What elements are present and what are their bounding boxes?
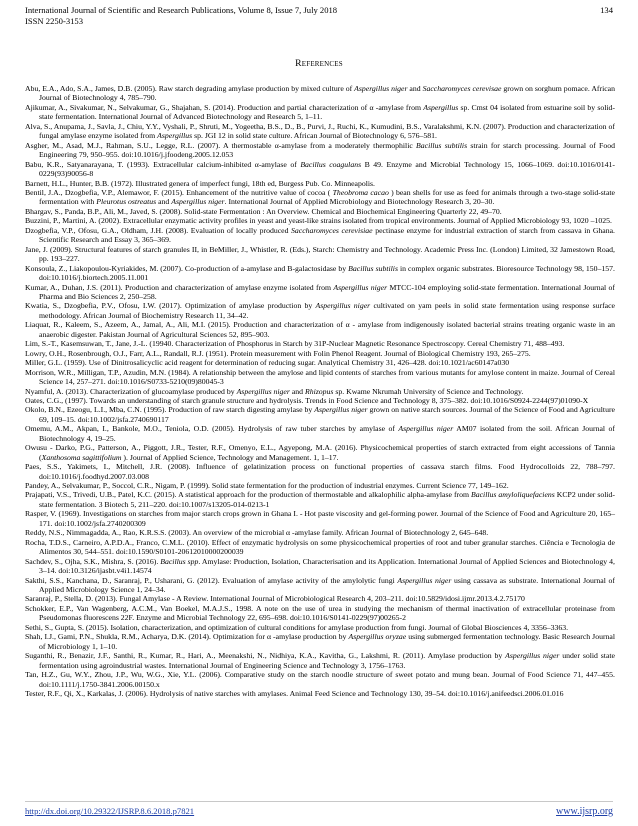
scientific-name: Bacillus subtilis: [348, 263, 398, 273]
reference-item: [25, 481, 615, 490]
reference-text: strain for starch processing. Journal of Food Engineering 79, 950–955. doi:10.1016/j.jfoodeng.2005.12.053: [39, 140, 615, 160]
reference-text: using cassava as substrate. International Journal of Applied Microbiology Science 1, 24–34.: [39, 575, 615, 595]
reference-item: [25, 623, 615, 632]
reference-text: Schokker, E.P., Van Wagenberg, A.C.M., Van Boekel, M.A.J.S., 1998. A note on the use of urea in studying the mechanism of thermal inactivation of extracellular proteinase from Pseudomonas fluorescens 22F. Enzyme and Microbial Technology 22, 695–698. doi:10.1016/S0141-0229(97)00265-2: [25, 603, 615, 623]
reference-item: [25, 424, 615, 443]
scientific-name: Saccharomyces cerevisae: [422, 84, 502, 93]
reference-text: KCP2 under solid-state fermentation. 3 Biotech 5, 211–220. doi:10.1007/s13205-014-0213-1: [39, 490, 615, 509]
reference-text: Barnett, H.L., Hunter, B.B. (1972). Illustrated genera of imperfect fungi, 18th ed, Burgess Pub. Co. Minneapolis.: [25, 178, 375, 188]
reference-item: [25, 670, 615, 689]
reference-item: [25, 490, 615, 509]
scientific-name: Bacillus subtilis: [416, 140, 468, 150]
reference-item: [25, 689, 615, 698]
reference-item: [25, 405, 615, 424]
reference-item: [25, 226, 615, 245]
reference-text: pectinase enzyme for industrial extraction of starch from cassava in Ghana. Scientific Research and Essay 3, 365–369.: [39, 225, 615, 245]
reference-item: [25, 301, 615, 320]
reference-text: Rasper, V. (1969). Investigations on starches from major starch crops grown in Ghana I. - Hot paste viscosity and gel-forming power. Journal of the Science of Food and Agriculture 20, 165–171. doi:10.1002/jsfa.2740200309: [25, 509, 615, 528]
reference-text: Tester, R.F., Qi, X., Karkalas, J. (2006). Hydrolysis of native starches with amylases. Animal Feed Science and Technology 130, 39–54. doi:10.1016/j.anifeedsci.2006.01.016: [25, 689, 564, 698]
reference-text: Saranraj, P., Stella, D. (2013). Fungal Amylase - A Review. International Journal of Microbiological Research 4, 203–211. doi:10.5829/idosi.ijmr.2013.4.2.75170: [25, 594, 525, 604]
reference-item: [25, 576, 615, 595]
reference-text: B 49. Enzyme and Microbial Technology 15, 1066–1069. doi:10.1016/0141-0229(93)90056-8: [39, 159, 615, 179]
scientific-name: Aspergillus: [423, 102, 459, 112]
reference-text: Dzogbefia, V.P., Ofosu, G.A., Oldham, J.H. (2008). Evaluation of locally produced: [25, 225, 292, 235]
doi-link[interactable]: http://dx.doi.org/10.29322/IJSRP.8.6.2018.p7821: [25, 806, 195, 816]
reference-text: ). Journal of Applied Science, Technology and Management. 1, 1–17.: [121, 452, 339, 462]
reference-item: [25, 528, 615, 537]
reference-text: Bentil, J.A., Dzogbefia, V.P., Alemawor, F. (2015). Enhancement of the nutritive value of cocoa (: [25, 187, 333, 197]
reference-text: Paes, S.S., Yakimets, I., Mitchell, J.R. (2008). Influence of gelatinization process on functional properties of cassava starch films. Food Hydrocolloids 22, 788–797. doi:10.1016/j.foodhyd.2007.03.008: [25, 462, 615, 481]
page-header: [25, 5, 613, 26]
reference-text: Rocha, T.D.S., Carneiro, A.P.D.A., Franco, C.M.L. (2010). Effect of enzymatic hydrolysis on some physicochemical properties of root and tuber granular starches. Ciência e Tecnologia de Alimentos 30, 544–551. doi:10.1590/S0101-20612010000200039: [25, 537, 615, 557]
reference-item: [25, 604, 615, 623]
reference-item: [25, 368, 615, 387]
reference-item: [25, 349, 615, 358]
scientific-name: Xanthosoma sagittifolium: [41, 452, 122, 462]
reference-text: Liaquat, R., Kaleem, S., Azeem, A., Jamal, A., Ali, M.I. (2015). Production and characterization of α - amylase from indigenously isolated bacterial strains treating organic waste in an anaerobic digester. Pakistan Journal of Agricultural Sciences 52, 895–903.: [25, 320, 615, 339]
issn: ISSN 2250-3153: [25, 15, 84, 26]
reference-text: Omemu, A.M., Akpan, I., Bankole, M.O., Teniola, O.D. (2005). Hydrolysis of raw tuber starches by amylase of: [25, 424, 399, 434]
reference-text: Lowry, O.H., Rosenbrough, O.J., Farr, A.L., Randall, R.J. (1951). Protein measurement with Folin Phenol Reagent. Journal of Biological Chemistry 193, 265–275.: [25, 348, 531, 358]
reference-text: Miller, G.L. (1959). Use of Dinitrosalicyclic acid reagent for determination of reducing sugar. Analytical Chemistry 31, 426–428. doi:10.1021/ac60147a030: [25, 358, 510, 368]
reference-item: [25, 283, 615, 302]
scientific-name: Bacillus spp: [160, 556, 199, 566]
reference-text: using submerged fermentation technology. Basic Research Journal of Microbiology 1, 1–10.: [39, 632, 615, 651]
reference-text: Buzzini, P., Martini, A. (2002). Extracellular enzymatic activity profiles in yeast and yeast-like strains isolated from tropical environments. Journal of Applied Microbiology 93, 1020 –1025.: [25, 216, 612, 226]
reference-text: sp. Kwame Nkrumah University of Science and Technology.: [333, 386, 524, 396]
scientific-name: Aspergillus niger: [505, 651, 560, 661]
reference-list: [25, 84, 615, 698]
reference-item: [25, 358, 615, 367]
reference-item: [25, 339, 615, 348]
scientific-name: Rhizopus: [304, 386, 334, 396]
reference-text: grown on native starch sources. Journal of the Science of Food and Agriculture 69, 109–15. doi:10.1002/jsfa.2740690117: [39, 405, 615, 424]
reference-text: under solid state fermentation using agroindustrial wastes. International Journal of Engineering Science and Technology 3, 1756–1763.: [39, 651, 615, 670]
reference-text: and: [156, 197, 172, 207]
reference-text: in complex organic substrates. Bioresource Technology 98, 150–157. doi:10.1016/j.biortech.2005.11.001: [39, 263, 615, 283]
reference-item: [25, 160, 615, 179]
reference-text: . International Journal of Applied Microbiology and Biotechnology Research 3, 20–30.: [224, 197, 495, 207]
scientific-name: Aspergillus oryzae: [348, 632, 407, 642]
reference-text: Reddy, N.S., Nimmagadda, A., Rao, K.R.S.S. (2003). An overview of the microbial α -amylase family. African Journal of Biotechnology 2, 645–648.: [25, 528, 489, 538]
scientific-name: Bacillus coagulans: [300, 159, 362, 169]
reference-item: [25, 509, 615, 528]
reference-text: Nyamful, A. (2013). Characterization of glucoamylase produced by: [25, 386, 237, 396]
reference-text: Sakthi, S.S., Kanchana, D., Saranraj, P., Usharani, G. (2012). Evaluation of amylase activity of the amylolytic fungi: [25, 575, 398, 585]
scientific-name: Saccharomyces cerevisiae: [291, 225, 373, 235]
reference-item: [25, 216, 615, 225]
reference-item: [25, 594, 615, 603]
reference-text: Kwatia, S., Dzogbefia, P.V., Ofosu, I.W. (2017). Optimization of amylase production by: [25, 301, 316, 311]
reference-text: and: [407, 84, 423, 93]
reference-text: Sethi, S., Gupta, S. (2015). Isolation, characterization, and optimization of cultural conditions for amylase production from fungi. Journal of Global Biosciences 4, 3356–3363.: [25, 622, 569, 632]
reference-item: [25, 632, 615, 651]
page-number: 134: [600, 5, 613, 15]
reference-text: and: [289, 386, 305, 396]
reference-item: [25, 396, 615, 405]
reference-item: [25, 320, 615, 339]
scientific-name: Bacillus amyloliquefaciens: [471, 490, 555, 500]
scientific-name: Theobroma cacao: [332, 187, 389, 197]
reference-item: [25, 179, 615, 188]
reference-text: Sachdev, S., Ojha, S.K., Mishra, S. (2016).: [25, 556, 161, 566]
reference-text: Pandey, A., Selvakumar, P., Soccol, C.R., Nigam, P. (1999). Solid state fermentation for the production of industrial enzymes. Current Science 77, 149–162.: [25, 481, 509, 491]
scientific-name: Aspergillus niger: [333, 282, 388, 292]
reference-text: grown on sorghum pomace. African Journal of Biotechnology 4, 785–790.: [39, 84, 615, 103]
reference-item: [25, 557, 615, 576]
reference-item: [25, 84, 615, 103]
reference-item: [25, 462, 615, 481]
reference-text: cultivated on yam peels in solid state fermentation using response surface methodology. African Journal of Biochemistry Research 11, 34–42.: [39, 301, 615, 320]
reference-text: Bhargav, S., Panda, B.P., Ali, M., Javed, S. (2008). Solid-state Fermentation : An Overview. Chemical and Biochemical Engineering Quarterly 22, 49–70.: [25, 206, 502, 216]
scientific-name: Aspergillus niger: [398, 424, 454, 434]
reference-text: Asgher, M., Asad, M.J., Rahman, S.U., Legge, R.L. (2007). A thermostable α-amylase from a moderately thermophilic: [25, 140, 417, 150]
reference-item: [25, 538, 615, 557]
reference-item: [25, 245, 615, 264]
reference-text: Abu, E.A., Ado, S.A., James, D.B. (2005). Raw starch degrading amylase production by mixed culture of: [25, 84, 355, 93]
reference-text: Alva, S., Anupama, J., Savla, J., Chiu, Y.Y., Vyshali, P., Shruti, M., Yogeetha, B.S., D., B., Purvi, J., Ruchi, K., Kumudini, B.S., Varalakshmi, K.N. (2007). Production and characterization of fungal amylase enzyme isolated from: [25, 121, 615, 141]
reference-item: [25, 387, 615, 396]
reference-text: AM07 isolated from the soil. African Journal of Biotechnology 4, 19–25.: [39, 424, 615, 443]
reference-text: MTCC-104 employing solid-state fermentation. International Journal of Pharma and Bio Sciences 2, 250–258.: [39, 282, 615, 301]
reference-text: Lim, S.-T., Kasemsuwan, T., Jane, J.-L. (19940. Characterization of Phosphorus in Starch by 31P-Nuclear Magnetic Resonance Spectroscopy. Cereal Chemistry 71, 488–493.: [25, 339, 565, 349]
page-footer: [25, 806, 613, 817]
references-heading: References: [295, 58, 343, 69]
reference-text: Babu, K.R., Satyanarayana, T. (1993). Extracellular calcium-inhibited α-amylase of: [25, 159, 301, 169]
scientific-name: Aspergillus niger: [354, 84, 408, 93]
reference-text: Morrison, W.R., Milligan, T.P., Azudin, M.N. (1984). A relationship between the amylose and lipid contents of starches from various mutants for amylose content in maize. Journal of Cereal Science 14, 257–271. doi:10.1016/S0733-5210(09)80045-3: [25, 367, 615, 387]
reference-text: Konsoula, Z., Liakopoulou-Kyriakides, M. (2007). Co-production of a-amylase and B-galactosidase by: [25, 263, 349, 273]
reference-item: [25, 141, 615, 160]
reference-text: Shah, I.J., Gami, P.N., Shukla, R.M., Acharya, D.K. (2014). Optimization for α -amylase production by: [25, 632, 349, 642]
reference-item: [25, 188, 615, 207]
reference-item: [25, 443, 615, 462]
reference-text: ) bean shells for use as feed for animals through a two-stage solid-state fermentation with: [39, 187, 615, 207]
reference-text: Oates, C.G., (1997). Towards an understanding of starch granule structure and hydrolysis. Trends in Food Science and Technology 8, 375–382. doi:10.1016/S0924-2244(97)01090-X: [25, 395, 589, 405]
reference-text: Ajikumar, A., Sivakumar, N., Selvakumar, G., Shajahan, S. (2014). Production and partial characterization of α -amylase from: [25, 102, 424, 112]
reference-text: Okolo, B.N., Ezeogu, L.I., Mba, C.N. (1995). Production of raw starch digesting amylase by: [25, 405, 315, 415]
reference-text: Tan, H.Z., Gu, W.Y., Zhou, J.P., Wu, W.G., Xie, Y.L. (2006). Comparative study on the starch noodle structure of sweet potato and mung bean. Journal of Food Science 71, 447–455. doi:10.1111/j.1750-3841.2006.00150.x: [25, 670, 615, 689]
reference-text: Suganthi, R., Benazir, J.F., Santhi, R., Kumar, R., Hari, A., Meenakshi, N., Nidhiya, K.A., Kavitha, G., Lakshmi, R. (2011). Amylase production by: [25, 651, 506, 661]
scientific-name: Aspergillus niger: [314, 405, 368, 415]
reference-item: [25, 651, 615, 670]
scientific-name: Aspergillus niger: [236, 386, 290, 396]
reference-text: Prajapati, V.S., Trivedi, U.B., Patel, K.C. (2015). A statistical approach for the production of thermostable and alkalophilic alpha-amylase from: [25, 490, 471, 500]
reference-text: sp. Cmst 04 isolated from estuarine soil by solid-state fermentation. International Journal of Advanced Biotechnology and Research 5, 1–11.: [39, 102, 615, 122]
scientific-name: Aspergillus niger: [397, 575, 452, 585]
site-link[interactable]: www.ijsrp.org: [556, 806, 613, 817]
reference-item: [25, 207, 615, 216]
scientific-name: Aspergillus: [157, 131, 193, 141]
journal-title: International Journal of Scientific and Research Publications, Volume 8, Issue 7, July 2018: [25, 5, 338, 15]
scientific-name: Aspergillus niger: [315, 301, 371, 311]
reference-text: Jane, J. (2009). Structural features of starch granules II, in BeMiller, J., Whistler, R. (Eds.), Starch: Chemistry and Technology. Academic Press Inc. (London) Limited, 32 Jamestown Road, pp. 193–227.: [25, 244, 615, 264]
reference-item: [25, 103, 615, 122]
footer-divider: [25, 801, 613, 802]
scientific-name: Pleurotus ostreatus: [96, 197, 157, 207]
reference-text: Kumar, A., Duhan, J.S. (2011). Production and characterization of amylase enzyme isolated from: [25, 282, 334, 292]
scientific-name: Aspergillus niger: [171, 197, 225, 207]
reference-text: Owusu - Darko, P.G., Patterson, A., Piggott, J.R., Tester, R.F., Omenyo, E.L., Agyepong, M.A. (2016). Physicochemical properties of starch extracted from eight accessions of Tannia (: [25, 443, 615, 462]
reference-item: [25, 264, 615, 283]
reference-item: [25, 122, 615, 141]
reference-text: sp. JGI 12 in solid state culture. African Journal of Biotechnology 6, 576–581.: [192, 131, 437, 141]
reference-text: . Amylase: Production, Isolation, Characterisation and its Application. International Journal of Applied Sciences and Biotechnology 4, 3–14. doi:10.3126/ijasbt.v4i1.14574: [39, 556, 615, 576]
